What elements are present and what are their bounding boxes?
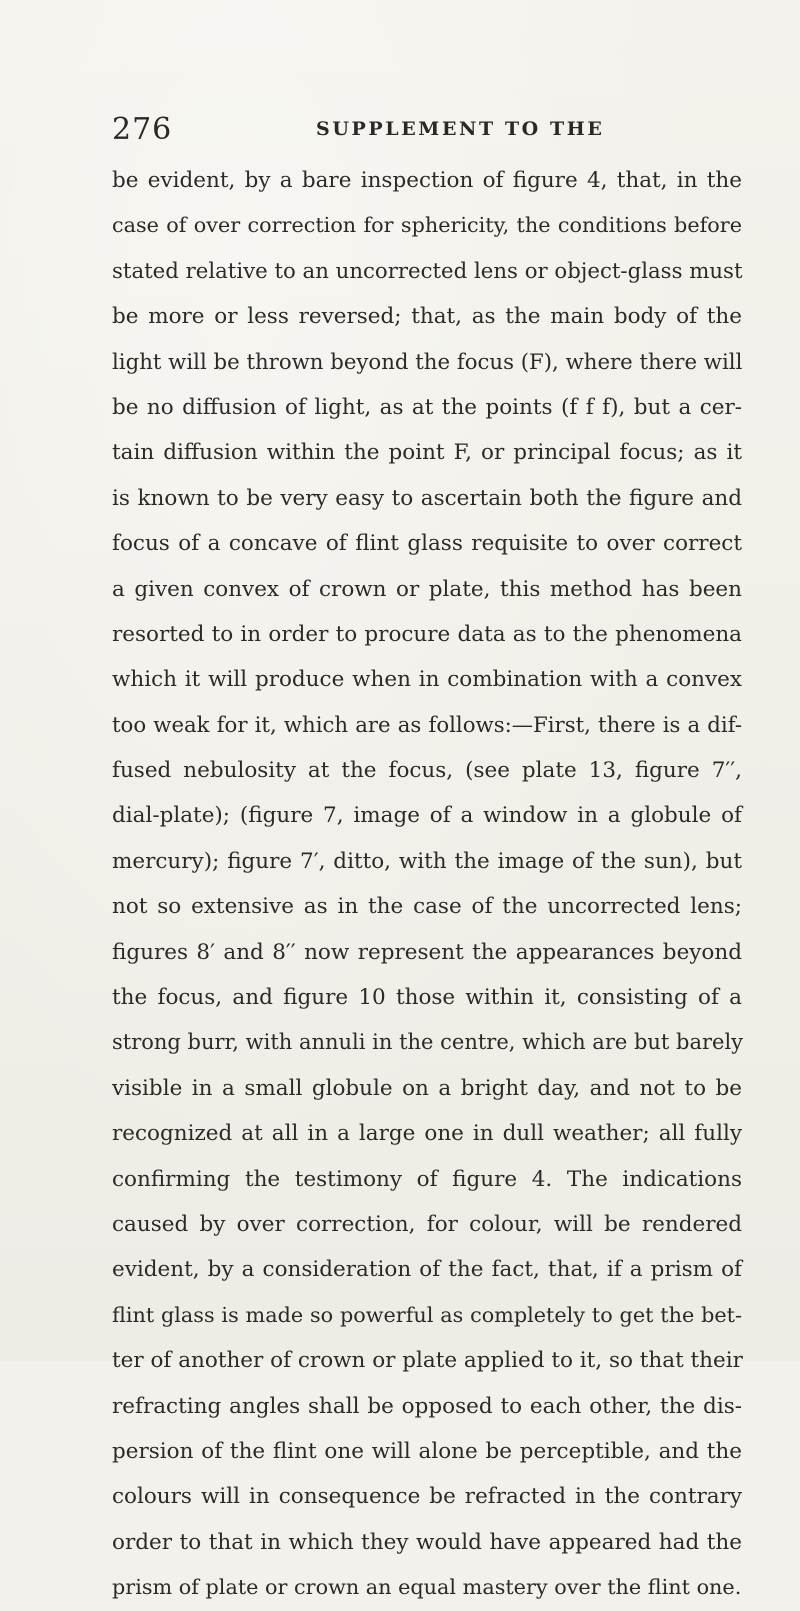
text-line: focus of a concave of flint glass requisite to over correct [112,531,742,557]
text-line: too weak for it, which are as follows:—First, there is a dif- [112,712,742,738]
text-line: refracting angles shall be opposed to each other, the dis- [112,1393,742,1419]
page-header [112,112,712,152]
text-line: prism of plate or crown an equal mastery over the flint one. [112,1575,742,1600]
text-line: ter of another of crown or plate applied to it, so that their [112,1348,743,1374]
page-number: 276 [112,112,173,147]
text-line: dial-plate); (figure 7, image of a window in a globule of [112,803,742,829]
running-head: SUPPLEMENT TO THE [316,118,605,140]
text-line: evident, by a consideration of the fact, that, if a prism of [112,1257,742,1283]
text-line: be no diffusion of light, as at the points (f f f), but a cer- [112,394,742,420]
text-line: persion of the flint one will alone be perceptible, and the [112,1438,742,1464]
body-text [112,158,742,1611]
text-line: be more or less reversed; that, as the main body of the [112,304,742,330]
text-line: not so extensive as in the case of the uncorrected lens; [112,894,742,920]
text-line: fused nebulosity at the focus, (see plate 13, figure 7′′, [112,758,742,784]
text-line: strong burr, with annuli in the centre, which are but barely [112,1030,744,1055]
text-line: resorted to in order to procure data as to the phenomena [112,621,742,647]
text-line: figures 8′ and 8′′ now represent the appearances beyond [112,939,742,965]
text-line: mercury); figure 7′, ditto, with the image of the sun), but [112,848,742,874]
text-line: caused by over correction, for colour, will be rendered [112,1211,742,1237]
text-line: the focus, and figure 10 those within it, consisting of a [112,985,742,1011]
text-line: colours will in consequence be refracted in the contrary [112,1484,742,1510]
text-line: case of over correction for sphericity, the conditions before [112,213,742,238]
text-line: confirming the testimony of figure 4. The indications [112,1166,742,1192]
text-line: tain diffusion within the point F, or principal focus; as it [112,440,742,466]
text-line: flint glass is made so powerful as completely to get the bet- [112,1302,742,1327]
text-line: visible in a small globule on a bright day, and not to be [112,1075,742,1101]
text-line: is known to be very easy to ascertain both the figure and [112,485,742,511]
text-line: stated relative to an uncorrected lens or object-glass must [112,258,743,284]
text-line: which it will produce when in combination with a convex [112,667,742,693]
text-line: recognized at all in a large one in dull weather; all fully [112,1121,742,1147]
text-line: light will be thrown beyond the focus (F), where there will [112,349,743,375]
text-line: order to that in which they would have appeared had the [112,1529,742,1555]
text-line: be evident, by a bare inspection of figure 4, that, in the [112,168,742,193]
text-line: a given convex of crown or plate, this method has been [112,576,742,602]
